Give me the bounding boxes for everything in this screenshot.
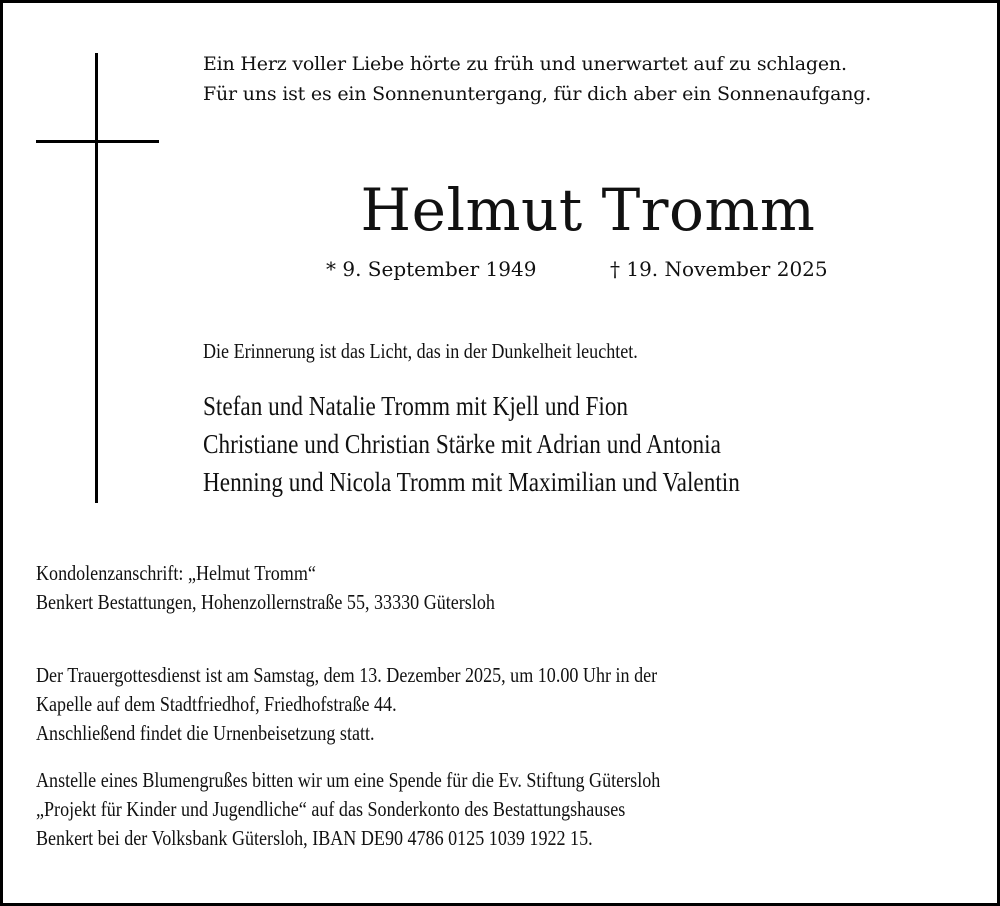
service-line: Der Trauergottesdienst ist am Samstag, dem 13. Dezember 2025, um 10.00 Uhr in der [36, 663, 658, 687]
birth-date: * 9. September 1949 [326, 257, 537, 281]
donation-info [36, 766, 660, 853]
service-line: Anschließend findet die Urnenbeisetzung statt. [36, 721, 375, 745]
cross-vertical-bar [95, 53, 98, 503]
death-date: † 19. November 2025 [610, 257, 828, 281]
family-member-line: Christiane und Christian Stärke mit Adrian und Antonia [203, 429, 721, 459]
motto-line: Für uns ist es ein Sonnenuntergang, für dich aber ein Sonnenaufgang. [203, 83, 872, 105]
family-member-line: Stefan und Natalie Tromm mit Kjell und Fion [203, 391, 629, 421]
deceased-name: Helmut Tromm [360, 176, 816, 244]
family-member-line: Henning und Nicola Tromm mit Maximilian und Valentin [203, 467, 740, 497]
cross-horizontal-bar [36, 140, 159, 143]
condolence-line: Kondolenzanschrift: „Helmut Tromm“ [36, 561, 316, 585]
donation-line: „Projekt für Kinder und Jugendliche“ auf das Sonderkonto des Bestattungshauses [36, 797, 626, 821]
donation-line: Benkert bei der Volksbank Gütersloh, IBAN DE90 4786 0125 1039 1922 15. [36, 826, 593, 850]
memorial-quote: Die Erinnerung ist das Licht, das in der Dunkelheit leuchtet. [203, 339, 638, 363]
family-list [203, 387, 740, 501]
condolence-address [36, 559, 495, 617]
donation-line: Anstelle eines Blumengrußes bitten wir um eine Spende für die Ev. Stiftung Gütersloh [36, 768, 661, 792]
condolence-line: Benkert Bestattungen, Hohenzollernstraße 55, 33330 Gütersloh [36, 590, 495, 614]
motto-line: Ein Herz voller Liebe hörte zu früh und unerwartet auf zu schlagen. [203, 53, 847, 75]
service-line: Kapelle auf dem Stadtfriedhof, Friedhofstraße 44. [36, 692, 397, 716]
motto [203, 49, 871, 109]
funeral-service-info [36, 661, 657, 748]
